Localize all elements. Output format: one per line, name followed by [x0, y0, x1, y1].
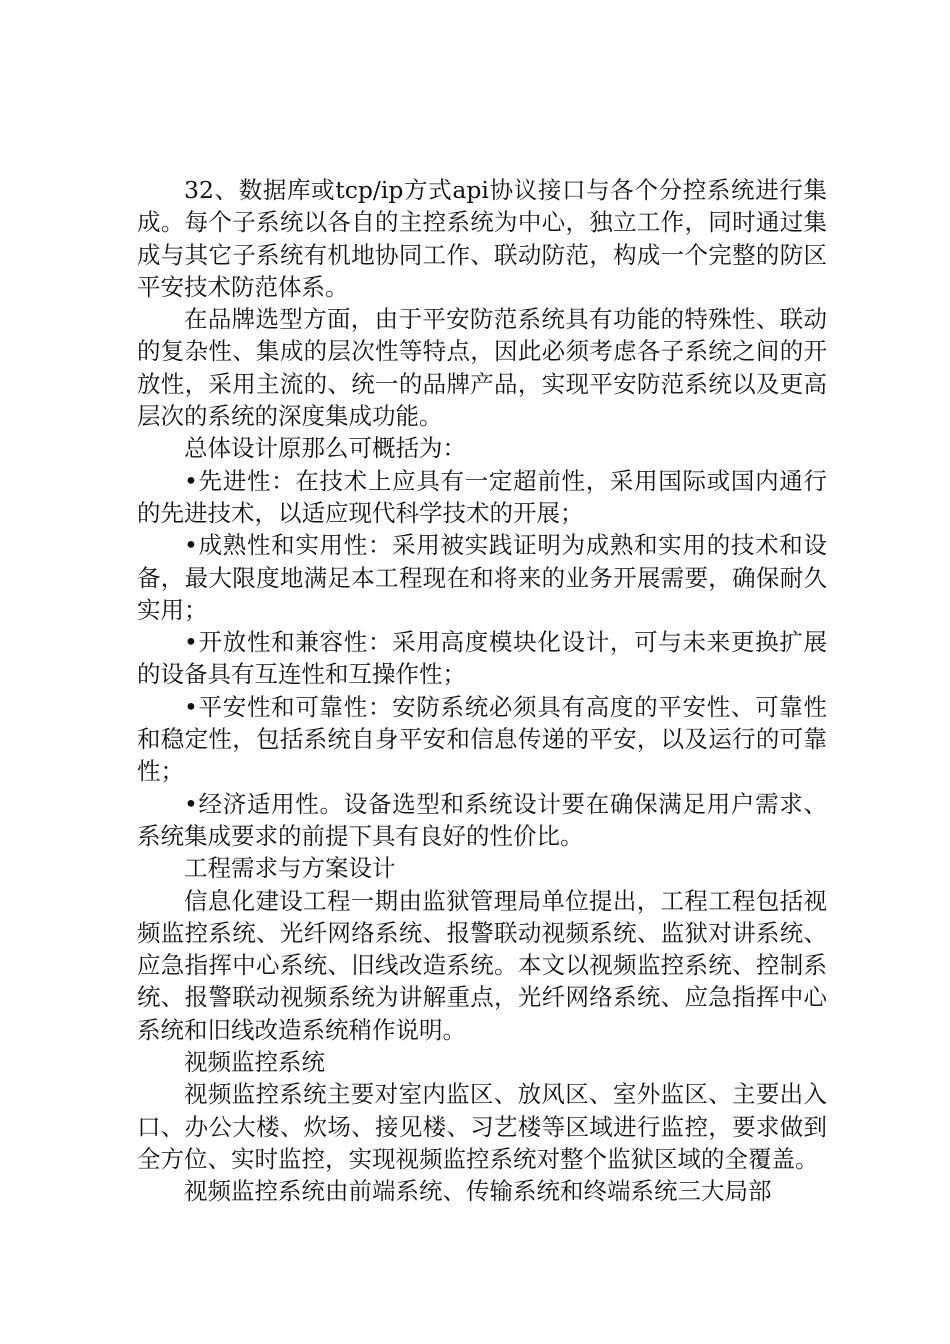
paragraph-video-composition: 视频监控系统由前端系统、传输系统和终端系统三大局部 — [184, 1177, 772, 1206]
paragraph-video-coverage: 视频监控系统主要对室内监区、放风区、室外监区、主要出入口、办公大楼、炊场、接见楼、习艺楼等区域进行监控，要求做到全方位、实时监控，实现视频监控系统对整个监狱区域的全覆盖。 — [137, 1080, 827, 1173]
paragraph-system-integration: 32、数据库或tcp/ip方式api协议接口与各个分控系统进行集成。每个子系统以各自的主控系统为中心，独立工作，同时通过集成与其它子系统有机地协同工作、联动防范，构成一个完整的防区平安技术防范体系。 — [137, 176, 827, 301]
section-heading-requirements: 工程需求与方案设计 — [184, 854, 396, 883]
paragraph-design-principles-intro: 总体设计原那么可概括为： — [184, 434, 466, 463]
section-heading-video-surveillance: 视频监控系统 — [184, 1048, 325, 1077]
list-item-maturity: •成熟性和实用性：采用被实践证明为成熟和实用的技术和设备，最大限度地满足本工程现在和将来的业务开展需要，确保耐久实用； — [137, 531, 827, 624]
document-body — [137, 174, 827, 1208]
list-item-advanced: •先进性：在技术上应具有一定超前性，采用国际或国内通行的先进技术，以适应现代科学技术的开展； — [137, 466, 827, 527]
list-item-openness: •开放性和兼容性：采用高度模块化设计，可与未来更换扩展的设备具有互连性和互操作性； — [137, 628, 827, 689]
list-item-security: •平安性和可靠性：安防系统必须具有高度的平安性、可靠性和稳定性，包括系统自身平安和信息传递的平安，以及运行的可靠性； — [137, 692, 827, 786]
paragraph-brand-selection: 在品牌选型方面，由于平安防范系统具有功能的特殊性、联动的复杂性、集成的层次性等特点，因此必须考虑各子系统之间的开放性，采用主流的、统一的品牌产品，实现平安防范系统以及更高层次的系统的深度集成功能。 — [137, 305, 827, 431]
list-item-economy: •经济适用性。设备选型和系统设计要在确保满足用户需求、系统集成要求的前提下具有良好的性价比。 — [137, 789, 827, 850]
paragraph-project-scope: 信息化建设工程一期由监狱管理局单位提出，工程工程包括视频监控系统、光纤网络系统、报警联动视频系统、监狱对讲系统、应急指挥中心系统、旧线改造系统。本文以视频监控系统、控制系统、报警联动视频系统为讲解重点，光纤网络系统、应急指挥中心系统和旧线改造系统稍作说明。 — [137, 886, 827, 1044]
